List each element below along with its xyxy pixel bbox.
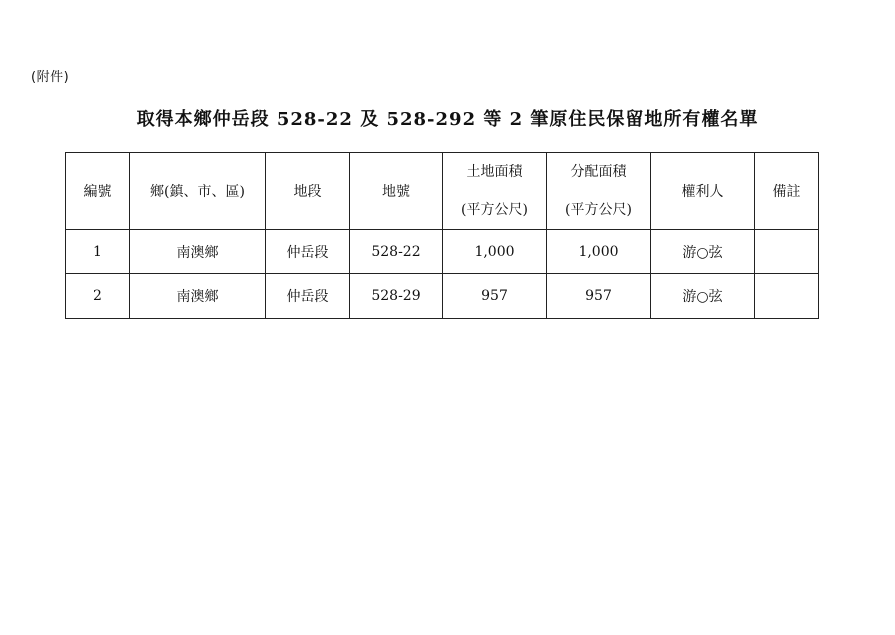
table-row	[66, 274, 819, 319]
header-township: 鄉(鎮、市、區)	[130, 153, 266, 230]
cell-owner: 游○弦	[651, 230, 755, 274]
cell-land-area: 957	[443, 274, 547, 319]
header-owner: 權利人	[651, 153, 755, 230]
cell-lot-no: 528-29	[350, 274, 443, 319]
table-row	[66, 230, 819, 274]
header-lot-no: 地號	[350, 153, 443, 230]
cell-township: 南澳鄉	[130, 230, 266, 274]
ownership-table	[65, 152, 819, 319]
header-no: 編號	[66, 153, 130, 230]
cell-land-area: 1,000	[443, 230, 547, 274]
header-land-area-label: 土地面積	[466, 164, 523, 180]
header-remarks: 備註	[755, 153, 819, 230]
header-land-area-unit: (平方公尺)	[461, 202, 528, 218]
cell-owner: 游○弦	[651, 274, 755, 319]
attachment-label: (附件)	[31, 70, 70, 85]
header-allot-area	[547, 153, 651, 230]
header-allot-area-label: 分配面積	[570, 164, 627, 180]
cell-section: 仲岳段	[266, 230, 350, 274]
cell-township: 南澳鄉	[130, 274, 266, 319]
cell-no: 2	[66, 274, 130, 319]
header-land-area	[443, 153, 547, 230]
cell-remarks	[755, 230, 819, 274]
table-header-row	[66, 153, 819, 230]
cell-section: 仲岳段	[266, 274, 350, 319]
header-allot-area-unit: (平方公尺)	[565, 202, 632, 218]
header-section: 地段	[266, 153, 350, 230]
cell-no: 1	[66, 230, 130, 274]
cell-allot-area: 957	[547, 274, 651, 319]
cell-allot-area: 1,000	[547, 230, 651, 274]
cell-remarks	[755, 274, 819, 319]
document-title: 取得本鄉仲岳段 528-22 及 528-292 等 2 筆原住民保留地所有權名單	[136, 109, 759, 130]
cell-lot-no: 528-22	[350, 230, 443, 274]
